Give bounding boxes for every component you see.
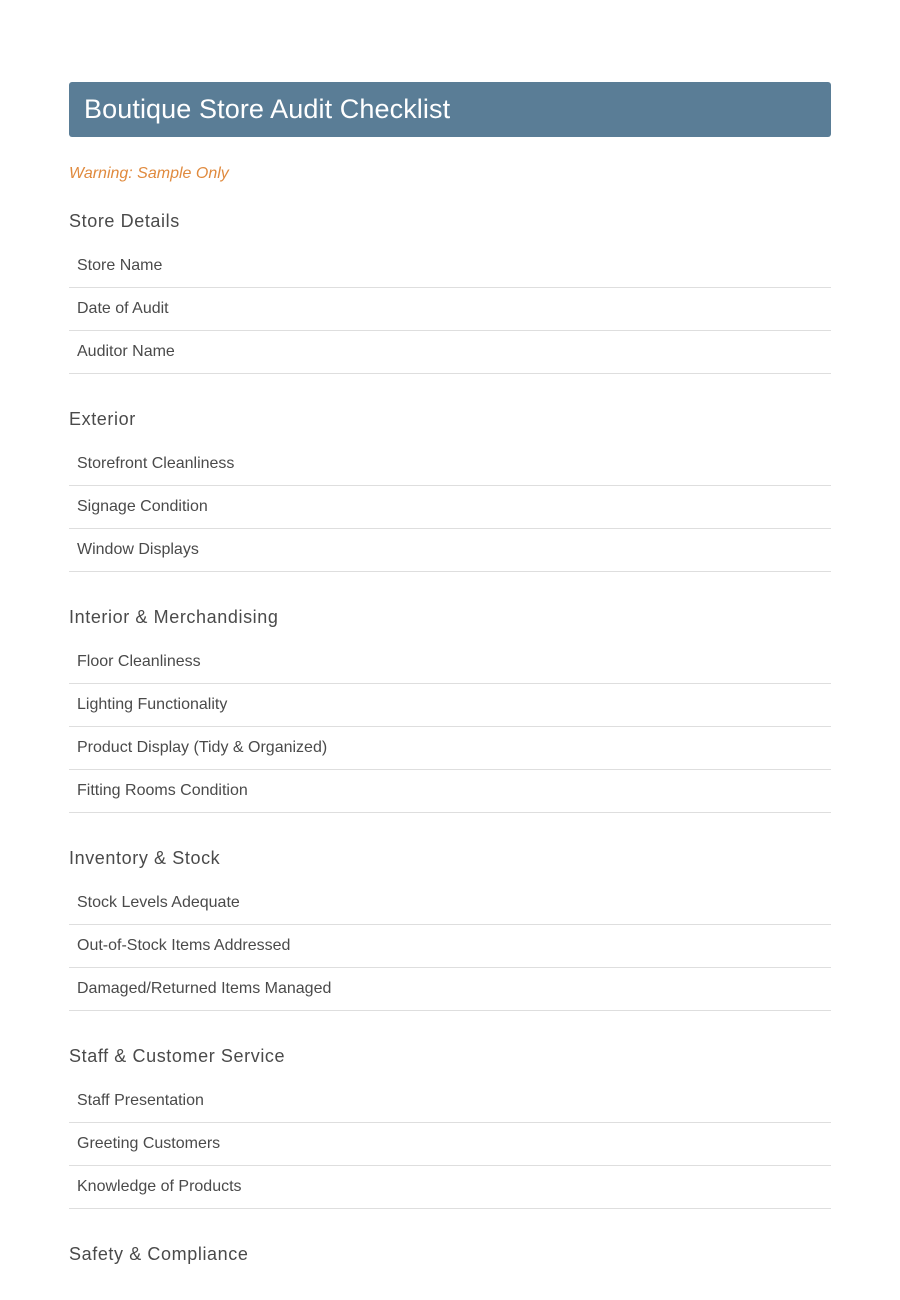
checklist-sections xyxy=(69,210,831,1265)
checklist-items xyxy=(69,443,831,572)
checklist-item: Floor Cleanliness xyxy=(69,641,831,684)
title-banner xyxy=(69,82,831,137)
checklist-items xyxy=(69,1080,831,1209)
checklist-section xyxy=(69,1045,831,1209)
checklist-items xyxy=(69,245,831,374)
section-title: Exterior xyxy=(69,409,136,429)
checklist-item: Knowledge of Products xyxy=(69,1166,831,1209)
checklist-item: Out-of-Stock Items Addressed xyxy=(69,925,831,968)
checklist-section xyxy=(69,210,831,374)
section-title: Safety & Compliance xyxy=(69,1244,249,1264)
checklist-items xyxy=(69,641,831,813)
section-title: Staff & Customer Service xyxy=(69,1046,286,1066)
checklist-item: Product Display (Tidy & Organized) xyxy=(69,727,831,770)
checklist-item: Signage Condition xyxy=(69,486,831,529)
checklist-section xyxy=(69,847,831,1011)
checklist-section xyxy=(69,1243,831,1265)
section-title: Store Details xyxy=(69,211,180,231)
sample-warning: Warning: Sample Only xyxy=(69,165,229,182)
checklist-item: Window Displays xyxy=(69,529,831,572)
checklist-item: Damaged/Returned Items Managed xyxy=(69,968,831,1011)
checklist-item: Stock Levels Adequate xyxy=(69,882,831,925)
checklist-item: Staff Presentation xyxy=(69,1080,831,1123)
checklist-item: Lighting Functionality xyxy=(69,684,831,727)
checklist-item: Greeting Customers xyxy=(69,1123,831,1166)
checklist-item: Storefront Cleanliness xyxy=(69,443,831,486)
page-title: Boutique Store Audit Checklist xyxy=(84,94,451,124)
checklist-item: Fitting Rooms Condition xyxy=(69,770,831,813)
audit-checklist-page xyxy=(69,82,831,1265)
section-title: Inventory & Stock xyxy=(69,848,221,868)
checklist-section xyxy=(69,606,831,813)
checklist-items xyxy=(69,882,831,1011)
checklist-item: Auditor Name xyxy=(69,331,831,374)
section-title: Interior & Merchandising xyxy=(69,607,279,627)
checklist-section xyxy=(69,408,831,572)
checklist-item: Date of Audit xyxy=(69,288,831,331)
checklist-item: Store Name xyxy=(69,245,831,288)
